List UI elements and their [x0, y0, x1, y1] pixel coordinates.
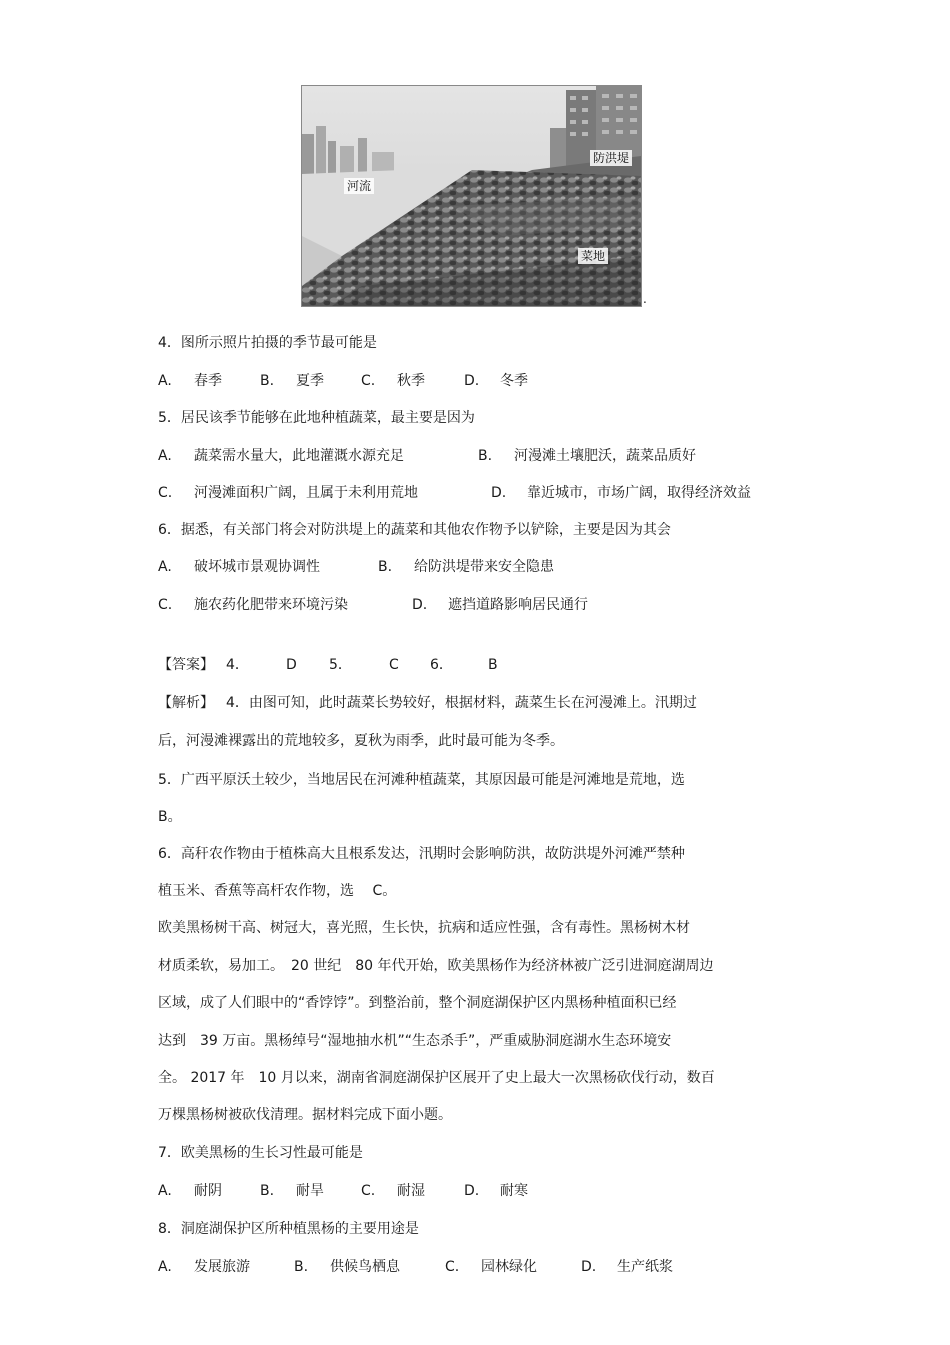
material-line-1: 欧美黑杨树干高、树冠大，喜光照，生长快，抗病和适应性强，含有毒性。黑杨树木材: [158, 920, 690, 936]
q5-option-b[interactable]: [478, 446, 696, 466]
analysis-line-2: 后，河漫滩裸露出的荒地较多，夏秋为雨季，此时最可能为冬季。: [158, 733, 564, 749]
option-text: 秋季: [397, 373, 425, 389]
option-key: B.: [260, 1183, 275, 1199]
option-text: 靠近城市，市场广阔，取得经济效益: [527, 485, 751, 501]
q4-option-a[interactable]: [158, 371, 222, 391]
option-text: 春季: [194, 373, 222, 389]
q8-option-b[interactable]: [294, 1257, 400, 1277]
material-line-5: 全。 2017 年 10 月以来，湖南省洞庭湖保护区展开了史上最大一次黑杨砍伐行动，数百: [158, 1070, 715, 1086]
option-key: A.: [158, 373, 172, 389]
q4-option-b[interactable]: [260, 371, 324, 391]
analysis-line-6: 植玉米、香蕉等高杆农作物，选 C。: [158, 883, 397, 899]
option-text: 耐阴: [194, 1183, 222, 1199]
q5-option-a[interactable]: [158, 446, 404, 466]
option-text: 河漫滩面积广阔，且属于未利用荒地: [194, 485, 418, 501]
river-floodplain-photo: [301, 85, 642, 307]
option-key: D.: [491, 485, 507, 501]
option-text: 冬季: [500, 373, 528, 389]
answer-q5-value: C: [389, 657, 399, 673]
option-key: D.: [412, 597, 428, 613]
q8-option-a[interactable]: [158, 1257, 250, 1277]
analysis-line-3: 5．广西平原沃土较少，当地居民在河滩种植蔬菜，其原因最可能是河滩地是荒地，选: [158, 772, 685, 788]
option-text: 施农药化肥带来环境污染: [194, 597, 348, 613]
material-line-4: 达到 39 万亩。黑杨绰号“湿地抽水机”“生态杀手”，严重威胁洞庭湖水生态环境安: [158, 1033, 672, 1049]
q7-option-d[interactable]: [464, 1181, 528, 1201]
option-text: 供候鸟栖息: [330, 1259, 400, 1275]
analysis-label: 【解析】: [158, 695, 214, 711]
option-key: C.: [361, 373, 376, 389]
option-text: 耐旱: [296, 1183, 324, 1199]
analysis-line-1: 4．由图可知，此时蔬菜长势较好，根据材料，蔬菜生长在河漫滩上。汛期过: [226, 695, 697, 711]
analysis-line-5: 6．高秆农作物由于植株高大且根系发达，汛期时会影响防洪，故防洪堤外河滩严禁种: [158, 846, 685, 862]
option-key: C.: [445, 1259, 460, 1275]
answer-q5-number: 5．: [329, 657, 352, 673]
q8-option-c[interactable]: [445, 1257, 537, 1277]
answer-q6-value: B: [488, 657, 498, 673]
option-key: B.: [294, 1259, 309, 1275]
option-key: C.: [361, 1183, 376, 1199]
option-text: 给防洪堤带来安全隐患: [414, 559, 554, 575]
q7-option-a[interactable]: [158, 1181, 222, 1201]
option-text: 蔬菜需水量大，此地灌溉水源充足: [194, 448, 404, 464]
answer-q4-value: D: [286, 657, 297, 673]
answer-label: 【答案】: [158, 657, 214, 673]
q6-option-c[interactable]: [158, 595, 348, 615]
option-key: A.: [158, 448, 172, 464]
option-key: A.: [158, 1259, 172, 1275]
option-key: B.: [260, 373, 275, 389]
q8-stem: 8．洞庭湖保护区所种植黑杨的主要用途是: [158, 1221, 419, 1237]
photo-trailing-dot: .: [643, 292, 647, 306]
material-line-3: 区域，成了人们眼中的“香饽饽”。到整治前，整个洞庭湖保护区内黑杨种植面积已经: [158, 995, 677, 1011]
option-key: D.: [464, 373, 480, 389]
q4-stem: 4．图所示照片拍摄的季节最可能是: [158, 335, 377, 351]
option-text: 生产纸浆: [617, 1259, 673, 1275]
q5-option-c[interactable]: [158, 483, 418, 503]
field-label: 菜地: [578, 248, 608, 264]
option-text: 破坏城市景观协调性: [194, 559, 320, 575]
q7-stem: 7．欧美黑杨的生长习性最可能是: [158, 1145, 363, 1161]
option-text: 夏季: [296, 373, 324, 389]
option-key: A.: [158, 1183, 172, 1199]
option-key: B.: [478, 448, 493, 464]
option-key: D.: [464, 1183, 480, 1199]
option-key: C.: [158, 485, 173, 501]
q7-option-b[interactable]: [260, 1181, 324, 1201]
answer-q4-number: 4．: [226, 657, 249, 673]
q5-option-d[interactable]: [491, 483, 751, 503]
q5-stem: 5．居民该季节能够在此地种植蔬菜，最主要是因为: [158, 410, 475, 426]
option-key: C.: [158, 597, 173, 613]
answer-q6-number: 6．: [430, 657, 453, 673]
option-key: A.: [158, 559, 172, 575]
option-text: 耐寒: [500, 1183, 528, 1199]
q6-stem: 6．据悉，有关部门将会对防洪堤上的蔬菜和其他农作物予以铲除，主要是因为其会: [158, 522, 671, 538]
option-text: 园林绿化: [481, 1259, 537, 1275]
photo-illustration: [302, 86, 641, 306]
analysis-line-4: B。: [158, 809, 182, 825]
material-line-6: 万棵黑杨树被砍伐清理。据材料完成下面小题。: [158, 1107, 452, 1123]
option-text: 遮挡道路影响居民通行: [448, 597, 588, 613]
q8-option-d[interactable]: [581, 1257, 673, 1277]
q4-option-d[interactable]: [464, 371, 528, 391]
material-line-2: 材质柔软，易加工。 20 世纪 80 年代开始，欧美黑杨作为经济林被广泛引进洞庭湖周边: [158, 958, 714, 974]
q6-option-a[interactable]: [158, 557, 320, 577]
q6-option-b[interactable]: [378, 557, 554, 577]
option-text: 河漫滩土壤肥沃，蔬菜品质好: [514, 448, 696, 464]
river-label: 河流: [344, 178, 374, 194]
q6-option-d[interactable]: [412, 595, 588, 615]
option-key: D.: [581, 1259, 597, 1275]
dike-label: 防洪堤: [590, 150, 632, 166]
option-key: B.: [378, 559, 393, 575]
q4-option-c[interactable]: [361, 371, 425, 391]
option-text: 耐湿: [397, 1183, 425, 1199]
option-text: 发展旅游: [194, 1259, 250, 1275]
q7-option-c[interactable]: [361, 1181, 425, 1201]
